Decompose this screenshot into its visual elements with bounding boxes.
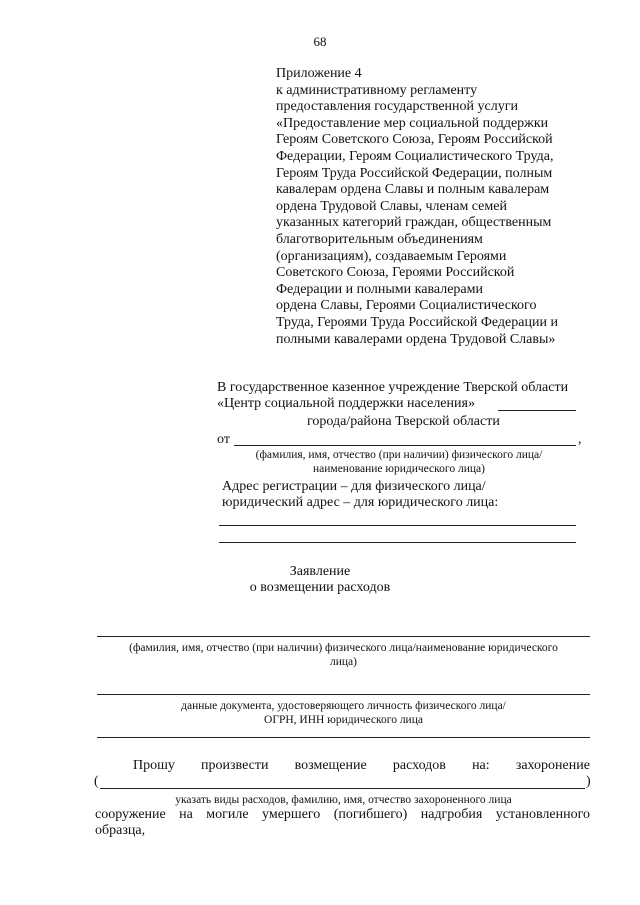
request-line bbox=[133, 758, 590, 774]
address-line-1 bbox=[219, 525, 576, 526]
paren-close: ) bbox=[586, 774, 591, 789]
expenses-line bbox=[100, 788, 585, 789]
appendix-line: благотворительным объединениям bbox=[276, 231, 483, 247]
appendix-header bbox=[276, 66, 606, 348]
request-word: Прошу bbox=[133, 758, 175, 773]
center-name-underline bbox=[498, 410, 576, 411]
request-word: на: bbox=[472, 758, 490, 773]
appendix-line: Героям Труда Российской Федерации, полным bbox=[276, 165, 553, 181]
continuation-line-2: образца, bbox=[95, 823, 146, 838]
applicant-name-line bbox=[97, 636, 590, 637]
appendix-line: кавалерам ордена Славы и полным кавалерам bbox=[276, 182, 550, 198]
statement-subtitle: о возмещении расходов bbox=[249, 580, 391, 595]
request-word: возмещение bbox=[294, 758, 367, 773]
applicant-name-hint-2: лица) bbox=[330, 656, 357, 668]
address-label-1: Адрес регистрации – для физического лица/ bbox=[222, 479, 486, 494]
appendix-line: Приложение 4 bbox=[276, 66, 362, 81]
appendix-line: «Предоставление мер социальной поддержки bbox=[276, 115, 549, 131]
from-hint-1: (фамилия, имя, отчество (при наличии) физического лица/ bbox=[255, 449, 543, 461]
from-label: от bbox=[217, 432, 230, 447]
addressee-line-2: «Центр социальной поддержки населения» bbox=[217, 396, 475, 411]
address-line-2 bbox=[219, 542, 576, 543]
appendix-line: (организациям), создаваемым Героями bbox=[276, 248, 507, 264]
appendix-line: Труда, Героями Труда Российской Федерации и bbox=[276, 314, 558, 330]
expenses-hint: указать виды расходов, фамилию, имя, отчество захороненного лица bbox=[175, 794, 512, 806]
document-line-2 bbox=[97, 737, 590, 738]
from-underline bbox=[234, 445, 576, 446]
appendix-line: ордена Славы, Героями Социалистического bbox=[276, 298, 537, 314]
statement-title: Заявление bbox=[289, 564, 351, 579]
from-comma: , bbox=[578, 432, 582, 447]
page-number: 68 bbox=[313, 34, 327, 49]
appendix-line: к административному регламенту bbox=[276, 82, 478, 98]
from-hint-2: наименование юридического лица) bbox=[313, 463, 485, 475]
applicant-name-hint-1: (фамилия, имя, отчество (при наличии) физического лица/наименование юридического bbox=[129, 642, 558, 654]
appendix-line: ордена Трудовой Славы, членам семей bbox=[276, 198, 507, 214]
request-word: захоронение bbox=[515, 758, 590, 773]
request-word: расходов bbox=[392, 758, 446, 773]
address-label-2: юридический адрес – для юридического лица: bbox=[222, 495, 499, 510]
request-word: произвести bbox=[201, 758, 269, 773]
addressee-line-3: города/района Тверской области bbox=[307, 414, 500, 429]
continuation-line-1: сооружение на могиле умершего (погибшего) надгробия установленного bbox=[95, 807, 590, 822]
addressee-line-1: В государственное казенное учреждение Тверской области bbox=[217, 380, 569, 395]
document-hint-1: данные документа, удостоверяющего личность физического лица/ bbox=[181, 700, 506, 712]
appendix-line: Федерации, Героям Социалистического Труда, bbox=[276, 148, 554, 164]
appendix-line: Советского Союза, Героями Российской bbox=[276, 265, 515, 281]
document-hint-2: ОГРН, ИНН юридического лица bbox=[264, 714, 423, 726]
paren-open: ( bbox=[94, 774, 99, 789]
appendix-line: Героям Советского Союза, Героям Российской bbox=[276, 132, 553, 148]
appendix-line: Федерации и полными кавалерами bbox=[276, 281, 483, 297]
appendix-line: полными кавалерами ордена Трудовой Славы» bbox=[276, 331, 556, 347]
document-line bbox=[97, 694, 590, 695]
appendix-line: предоставления государственной услуги bbox=[276, 99, 518, 115]
appendix-line: указанных категорий граждан, общественным bbox=[276, 215, 552, 231]
